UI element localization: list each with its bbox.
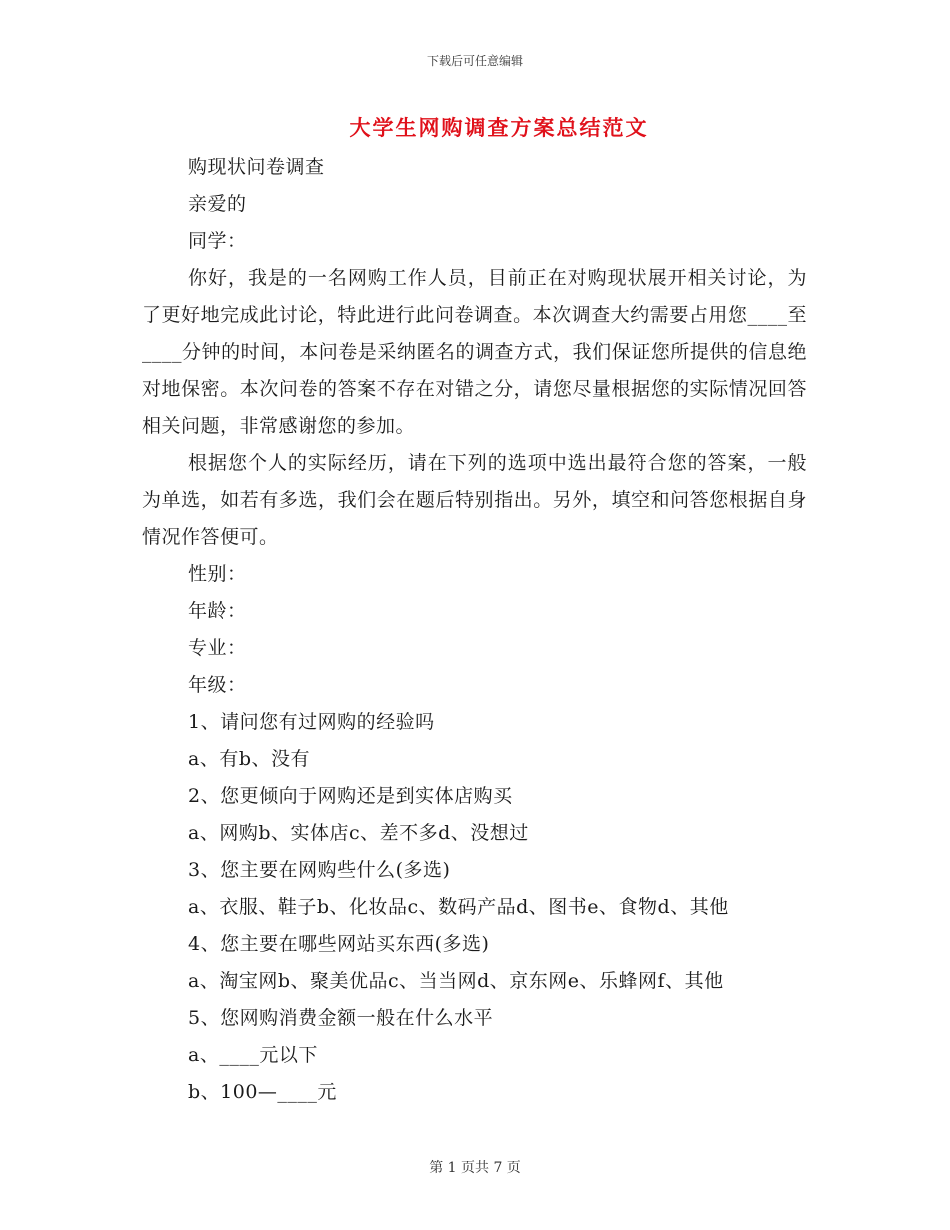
- question-2: 2、您更倾向于网购还是到实体店购买: [188, 785, 513, 807]
- document-title: 大学生网购调查方案总结范文: [349, 115, 649, 140]
- instruction-paragraph: 根据您个人的实际经历，请在下列的选项中选出最符合您的答案，一般为单选，如若有多选，我们会在题后特别指出。另外，填空和问答您根据自身情况作答便可。: [142, 452, 807, 548]
- page-header: 下载后可任意编辑: [426, 54, 523, 68]
- greeting-line: 亲爱的: [188, 193, 247, 215]
- age-field: 年龄：: [188, 600, 247, 622]
- intro-paragraph: 你好，我是的一名网购工作人员，目前正在对购现状展开相关讨论，为了更好地完成此讨论，特此进行此问卷调查。本次调查大约需要占用您____至____分钟的时间，本问卷是采纳匿名的调查方式，我们保证您所提供的信息绝对地保密。本次问卷的答案不存在对错之分，请您尽量根据您的实际情况回答相关问题，非常感谢您的参加。: [142, 267, 807, 437]
- page-footer: 第 1 页共 7 页: [429, 1160, 521, 1176]
- question-1: 1、请问您有过网购的经验吗: [188, 711, 435, 733]
- answer-options-5b: b、100—____元: [188, 1081, 337, 1103]
- answer-options-1: a、有b、没有: [188, 748, 310, 770]
- answer-options-3: a、衣服、鞋子b、化妆品c、数码产品d、图书e、食物d、其他: [188, 896, 729, 918]
- answer-options-2: a、网购b、实体店c、差不多d、没想过: [188, 822, 529, 844]
- question-4: 4、您主要在哪些网站买东西(多选): [188, 933, 490, 955]
- answer-options-4: a、淘宝网b、聚美优品c、当当网d、京东网e、乐蜂网f、其他: [188, 970, 724, 992]
- answer-options-5a: a、____元以下: [188, 1044, 318, 1066]
- question-5: 5、您网购消费金额一般在什么水平: [188, 1007, 494, 1029]
- gender-field: 性别：: [188, 563, 247, 585]
- salutation-line: 同学：: [188, 230, 247, 252]
- major-field: 专业：: [188, 637, 247, 659]
- survey-heading: 购现状问卷调查: [188, 156, 325, 178]
- grade-field: 年级：: [188, 674, 247, 696]
- document-body: [142, 149, 807, 1111]
- question-3: 3、您主要在网购些什么(多选): [188, 859, 451, 881]
